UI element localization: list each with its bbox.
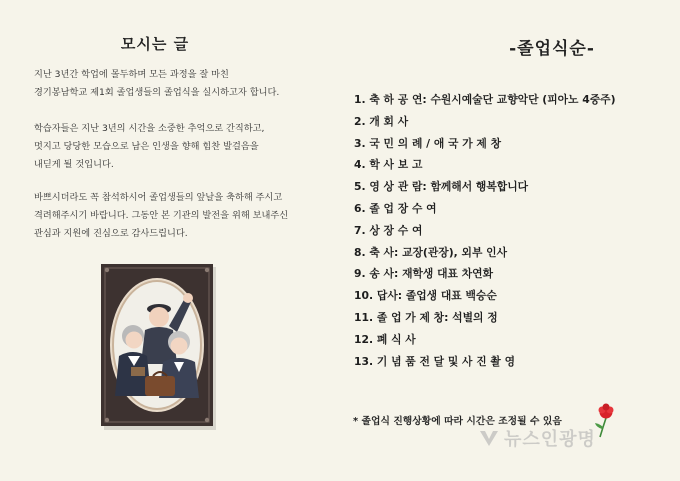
paragraph-line: 격려해주시기 바랍니다. 그동안 본 기관의 발전을 위해 보내주신	[34, 210, 289, 221]
program-item: 5. 영 상 관 람: 함께해서 행복합니다	[354, 180, 529, 194]
news-logo-icon	[478, 427, 500, 449]
paragraph-students	[34, 120, 324, 174]
program-item: 4. 학 사 보 고	[354, 158, 423, 172]
graduates-illustration-frame	[101, 264, 216, 430]
paragraph-line: 관심과 지원에 진심으로 감사드립니다.	[34, 228, 188, 239]
program-item: 9. 송 사: 재학생 대표 차연화	[354, 267, 494, 281]
paragraph-line: 학습자들은 지난 3년의 시간을 소중한 추억으로 간직하고,	[34, 123, 265, 134]
program-item: 7. 상 장 수 여	[354, 223, 423, 237]
schedule-note: * 졸업식 진행상황에 따라 시간은 조정될 수 있음	[353, 416, 562, 427]
program-item: 6. 졸 업 장 수 여	[354, 201, 437, 215]
paragraph-line: 내딛게 될 것입니다.	[34, 159, 114, 170]
watermark-text: 뉴스인광명	[504, 429, 596, 450]
program-item: 12. 폐 식 사	[354, 332, 416, 346]
program-item: 1. 축 하 공 연: 수원시예술단 교향악단 (피아노 4중주)	[354, 93, 616, 106]
paragraph-line: 바쁘시더라도 꼭 참석하시어 졸업생들의 앞날을 축하해 주시고	[34, 192, 283, 203]
program-list	[354, 89, 616, 372]
graduates-illustration	[101, 264, 216, 430]
program-item: 3. 국 민 의 례 / 애 국 가 제 창	[354, 136, 502, 150]
program-title: -졸업식순-	[509, 39, 595, 59]
paragraph-line: 경기봉남학교 제1회 졸업생들의 졸업식을 실시하고자 합니다.	[34, 87, 280, 98]
program-item: 8. 축 사: 교장(관장), 외부 인사	[354, 245, 507, 259]
paragraph-intro	[34, 66, 324, 102]
program-item: 10. 답사: 졸업생 대표 백승순	[354, 289, 497, 303]
letter-title: 모시는 글	[120, 35, 190, 53]
program-item: 11. 졸 업 가 제 창: 석별의 정	[354, 310, 498, 324]
program-item: 13. 기 념 품 전 달 및 사 진 촬 영	[354, 354, 516, 368]
program-item: 2. 개 회 사	[354, 114, 409, 128]
paragraph-line: 멋지고 당당한 모습으로 남은 인생을 향해 힘찬 발걸음을	[34, 141, 259, 152]
paragraph-line: 지난 3년간 학업에 몰두하며 모든 과정을 잘 마친	[34, 69, 229, 80]
ceremony-program-panel	[340, 0, 680, 481]
paragraph-thanks	[34, 189, 324, 243]
